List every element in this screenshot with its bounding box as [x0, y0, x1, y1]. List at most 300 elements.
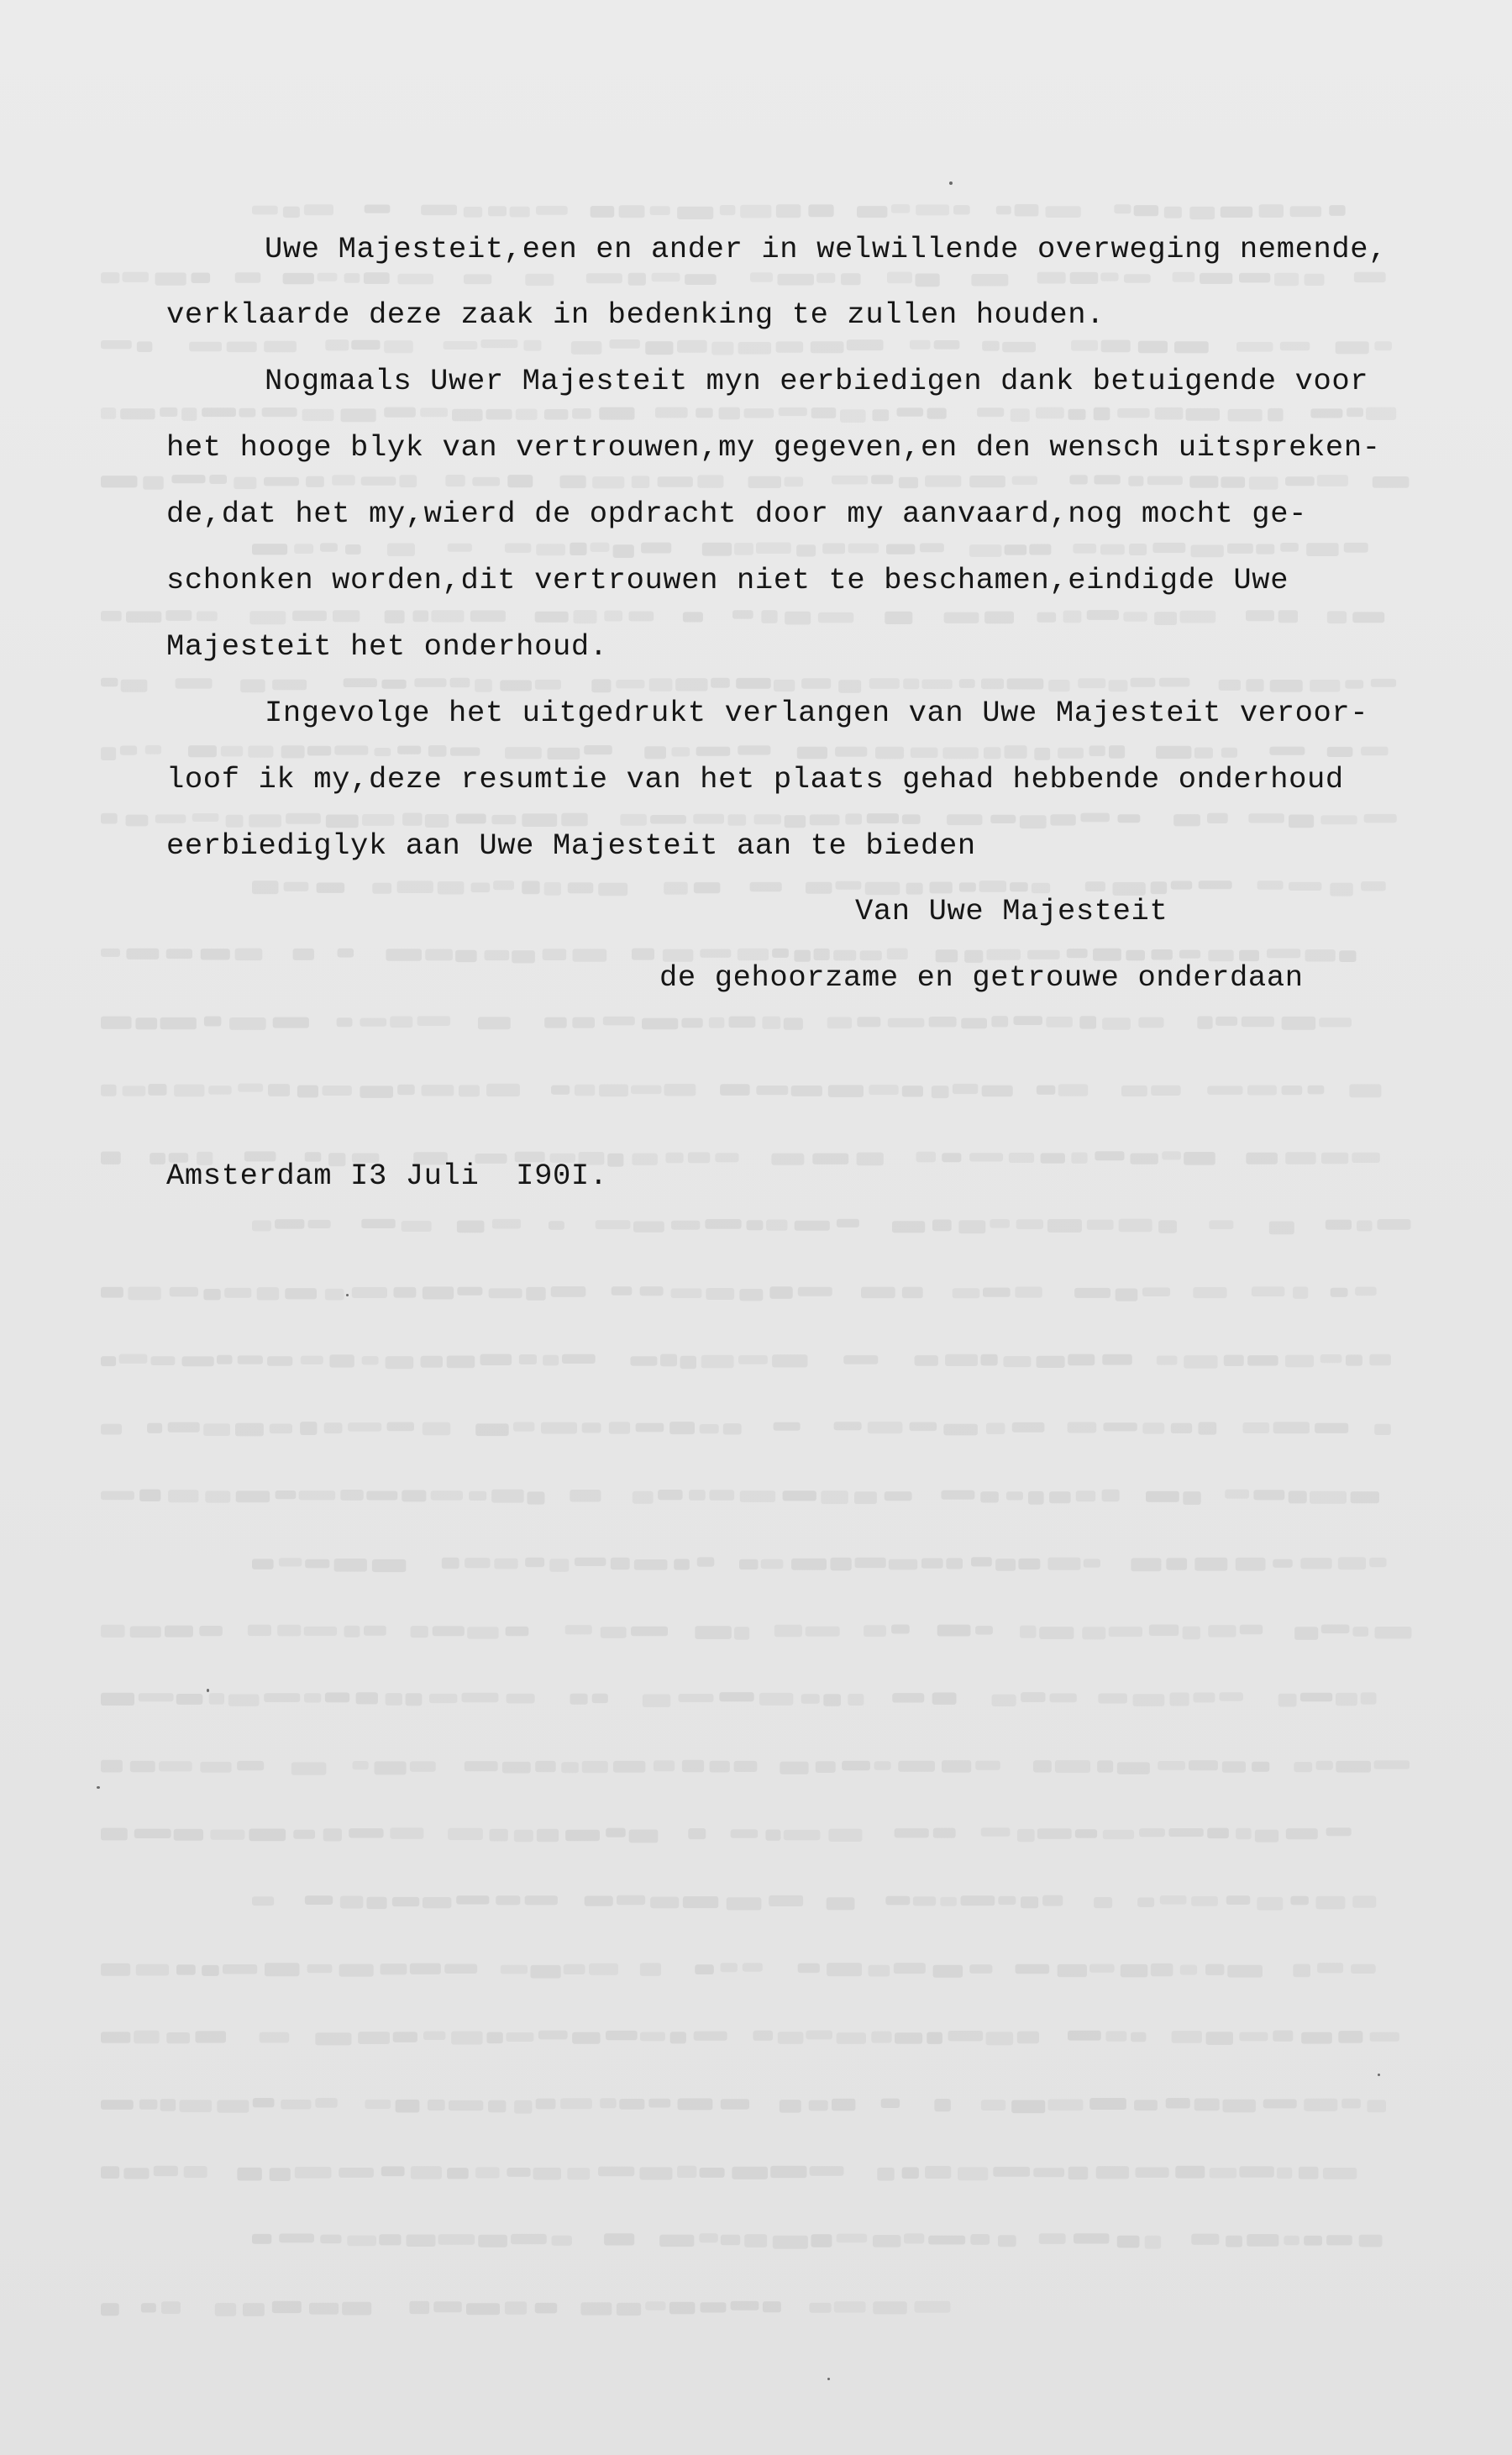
bleed-through-mark	[101, 1963, 130, 1976]
bleed-through-mark	[925, 476, 961, 487]
bleed-through-mark	[776, 204, 801, 218]
bleed-through-mark	[1151, 881, 1167, 894]
bleed-through-mark	[1029, 544, 1051, 555]
bleed-through-mark	[759, 1693, 793, 1706]
bleed-through-mark	[392, 1897, 419, 1906]
bleed-through-mark	[958, 2167, 988, 2180]
bleed-through-mark	[544, 882, 561, 896]
bleed-through-mark	[1378, 1219, 1411, 1230]
bleed-through-mark	[1166, 1558, 1187, 1570]
bleed-through-mark	[1207, 1086, 1242, 1095]
bleed-through-mark	[493, 881, 514, 890]
bleed-through-mark	[916, 204, 949, 215]
bleed-through-mark	[292, 611, 327, 621]
bleed-through-mark	[1193, 1287, 1226, 1298]
bleed-through-mark	[496, 1895, 520, 1905]
bleed-through-mark	[1103, 1830, 1134, 1839]
bleed-through-mark	[891, 1625, 910, 1634]
bleed-through-mark	[344, 1626, 360, 1638]
bleed-through-mark	[991, 1016, 1008, 1027]
bleed-through-mark	[642, 1018, 678, 1030]
bleed-through-mark	[286, 813, 321, 824]
bleed-through-mark	[510, 207, 530, 218]
bleed-through-mark	[873, 2235, 900, 2247]
bleed-through-mark	[249, 814, 281, 827]
bleed-through-mark	[780, 1762, 808, 1774]
bleed-through-mark	[932, 1086, 949, 1098]
bleed-through-mark	[1156, 746, 1191, 759]
bleed-through-mark	[774, 1625, 802, 1638]
bleed-through-mark	[877, 2168, 895, 2181]
bleed-through-mark	[785, 815, 806, 828]
bleed-through-mark	[845, 813, 862, 824]
bleed-through-mark	[655, 407, 688, 418]
bleed-through-mark	[582, 1422, 601, 1433]
bleed-through-mark	[801, 1694, 820, 1703]
bleed-through-mark	[201, 949, 230, 959]
bleed-through-mark	[465, 1558, 490, 1568]
bleed-through-mark	[407, 2235, 436, 2247]
bleed-through-mark	[379, 2234, 401, 2245]
bleed-through-mark	[641, 543, 671, 554]
bleed-through-mark	[632, 949, 654, 960]
bleed-through-mark	[238, 1355, 263, 1364]
bleed-through-mark	[599, 407, 634, 420]
bleed-through-mark	[689, 1490, 706, 1501]
bleed-through-mark	[238, 1084, 263, 1092]
bleed-through-mark	[1194, 1558, 1227, 1571]
bleed-through-mark	[423, 1897, 451, 1908]
bleed-through-mark	[1351, 1964, 1376, 1974]
bleed-through-mark	[421, 1356, 443, 1368]
bleed-through-mark	[101, 1017, 132, 1029]
bleed-through-mark	[682, 1760, 704, 1773]
bleed-through-mark	[1224, 1355, 1244, 1366]
bleed-through-mark	[307, 1964, 333, 1973]
bleed-through-mark	[1294, 1627, 1318, 1640]
bleed-through-mark	[386, 1693, 402, 1706]
bleed-through-mark	[429, 1694, 457, 1703]
bleed-through-mark	[1089, 2098, 1126, 2110]
bleed-through-mark	[466, 2303, 500, 2315]
bleed-through-mark	[705, 1219, 741, 1229]
bleed-through-mark	[514, 1830, 533, 1842]
bleed-through-mark	[325, 339, 349, 350]
bleed-through-mark	[1175, 2166, 1205, 2179]
bleed-through-mark	[541, 1422, 577, 1434]
bleed-through-mark	[898, 1761, 935, 1772]
bleed-through-mark	[1369, 1558, 1386, 1567]
bleed-through-mark	[305, 1559, 329, 1569]
bleed-through-mark	[1046, 206, 1081, 218]
bleed-through-mark	[753, 2031, 774, 2041]
bleed-through-mark	[199, 1626, 222, 1636]
bleed-through-mark	[604, 611, 622, 622]
bleed-through-mark	[1158, 1220, 1177, 1233]
bleed-through-mark	[1321, 1153, 1348, 1164]
bleed-through-mark	[1033, 1760, 1052, 1772]
bleed-through-mark	[543, 1355, 559, 1366]
bleed-through-mark	[1321, 1625, 1350, 1634]
bleed-through-mark	[697, 1557, 715, 1566]
bleed-through-mark	[809, 2100, 828, 2111]
bleed-through-mark	[1018, 1559, 1040, 1569]
bleed-through-mark	[1352, 1895, 1376, 1907]
bleed-through-mark	[248, 746, 273, 758]
paper-speck	[346, 1294, 349, 1296]
bleed-through-mark	[664, 882, 688, 895]
bleed-through-mark	[421, 205, 457, 216]
bleed-through-mark	[993, 2167, 1030, 2177]
bleed-through-mark	[302, 409, 334, 421]
bleed-through-mark	[652, 273, 680, 282]
bleed-through-mark	[1226, 1895, 1251, 1905]
bleed-through-mark	[904, 2233, 924, 2243]
bleed-through-mark	[937, 1625, 971, 1637]
bleed-through-mark	[969, 1153, 1003, 1161]
bleed-through-mark	[1085, 881, 1105, 891]
letter-line-8: Ingevolge het uitgedrukt verlangen van Uwe Majesteit veroor-	[265, 696, 1369, 730]
bleed-through-mark	[1159, 678, 1190, 687]
bleed-through-mark	[921, 680, 952, 690]
bleed-through-mark	[837, 2032, 866, 2044]
bleed-through-mark	[990, 815, 1016, 823]
bleed-through-mark	[1171, 881, 1192, 890]
bleed-through-mark	[864, 1625, 886, 1637]
bleed-through-mark	[1191, 1896, 1218, 1906]
bleed-through-mark	[423, 2032, 445, 2040]
bleed-through-mark	[1359, 2235, 1383, 2247]
bleed-through-mark	[349, 1828, 383, 1837]
bleed-through-mark	[671, 1288, 702, 1298]
bleed-through-mark	[522, 813, 557, 827]
bleed-through-mark	[1346, 1354, 1362, 1365]
bleed-through-mark	[982, 341, 1000, 351]
bleed-through-mark	[720, 205, 736, 215]
bleed-through-mark	[397, 1085, 415, 1095]
bleed-through-mark	[252, 1559, 274, 1569]
bleed-through-mark	[747, 1220, 764, 1230]
bleed-through-mark	[306, 476, 324, 487]
bleed-through-mark	[857, 1017, 880, 1027]
bleed-through-mark	[596, 1220, 631, 1229]
bleed-through-mark	[983, 1288, 1011, 1297]
bleed-through-mark	[237, 1761, 264, 1770]
bleed-through-mark	[200, 1762, 231, 1773]
bleed-through-mark	[543, 949, 567, 960]
bleed-through-mark	[1158, 1761, 1185, 1770]
bleed-through-mark	[701, 2302, 727, 2312]
bleed-through-mark	[252, 206, 278, 215]
bleed-through-mark	[536, 544, 565, 555]
bleed-through-mark	[448, 544, 472, 552]
bleed-through-mark	[1189, 476, 1218, 487]
bleed-through-mark	[283, 207, 300, 218]
bleed-through-mark	[1102, 1354, 1131, 1365]
bleed-through-mark	[428, 745, 447, 757]
bleed-through-mark	[840, 409, 865, 423]
bleed-through-mark	[301, 1356, 323, 1364]
bleed-through-mark	[700, 2168, 725, 2178]
bleed-through-mark	[932, 1693, 957, 1705]
bleed-through-mark	[706, 1288, 734, 1300]
bleed-through-mark	[339, 2168, 374, 2178]
bleed-through-mark	[208, 1086, 232, 1095]
bleed-through-mark	[386, 1356, 413, 1369]
bleed-through-mark	[101, 1760, 123, 1773]
bleed-through-mark	[101, 2303, 119, 2316]
bleed-through-mark	[445, 475, 465, 486]
bleed-through-mark	[586, 273, 622, 283]
bleed-through-mark	[685, 274, 717, 285]
bleed-through-mark	[101, 1693, 134, 1706]
bleed-through-mark	[1017, 2032, 1039, 2044]
bleed-through-mark	[1253, 1490, 1284, 1500]
bleed-through-mark	[525, 1895, 558, 1905]
bleed-through-mark	[204, 1017, 222, 1027]
paper-speck	[949, 181, 953, 185]
bleed-through-mark	[810, 2166, 844, 2176]
bleed-through-mark	[1208, 1625, 1236, 1637]
bleed-through-mark	[478, 2235, 507, 2247]
bleed-through-mark	[447, 1356, 475, 1369]
bleed-through-mark	[320, 2235, 341, 2243]
bleed-through-mark	[423, 1422, 450, 1436]
bleed-through-mark	[658, 1490, 683, 1500]
bleed-through-mark	[480, 339, 517, 348]
bleed-through-mark	[710, 1761, 730, 1773]
bleed-through-mark	[888, 1018, 925, 1028]
bleed-through-mark	[1104, 1422, 1137, 1431]
bleed-through-mark	[268, 1084, 290, 1096]
bleed-through-mark	[360, 1086, 393, 1098]
bleed-through-mark	[1116, 1289, 1138, 1301]
bleed-through-mark	[1317, 1963, 1343, 1973]
bleed-through-mark	[1326, 1827, 1352, 1836]
bleed-through-mark	[1247, 1086, 1277, 1096]
letter-line-9: loof ik my,deze resumtie van het plaats gehad hebbende onderhoud	[166, 762, 1344, 796]
bleed-through-mark	[873, 409, 890, 421]
bleed-through-mark	[808, 204, 833, 217]
bleed-through-mark	[995, 1559, 1016, 1571]
bleed-through-mark	[229, 1017, 266, 1030]
bleed-through-mark	[1016, 1964, 1050, 1974]
bleed-through-mark	[475, 679, 492, 692]
bleed-through-mark	[236, 1490, 270, 1502]
bleed-through-mark	[339, 1964, 374, 1977]
bleed-through-mark	[892, 1693, 924, 1702]
bleed-through-mark	[977, 407, 1004, 417]
bleed-through-mark	[1007, 678, 1044, 689]
bleed-through-mark	[585, 1896, 613, 1906]
bleed-through-mark	[827, 1963, 862, 1976]
bleed-through-mark	[1221, 476, 1245, 487]
bleed-through-mark	[916, 274, 940, 287]
bleed-through-mark	[1087, 1220, 1114, 1230]
bleed-through-mark	[139, 1693, 174, 1701]
bleed-through-mark	[613, 1761, 645, 1773]
bleed-through-mark	[344, 273, 360, 283]
bleed-through-mark	[397, 274, 433, 285]
bleed-through-mark	[677, 207, 713, 219]
bleed-through-mark	[197, 612, 218, 622]
bleed-through-mark	[1005, 544, 1027, 555]
bleed-through-mark	[731, 2301, 759, 2310]
bleed-through-mark	[361, 1219, 396, 1228]
bleed-through-mark	[265, 1963, 299, 1976]
bleed-through-mark	[821, 1490, 848, 1504]
bleed-through-mark	[180, 2100, 213, 2112]
bleed-through-mark	[660, 1354, 677, 1367]
bleed-through-mark	[1149, 1625, 1179, 1637]
bleed-through-mark	[780, 2100, 801, 2113]
bleed-through-mark	[559, 476, 585, 488]
bleed-through-mark	[522, 881, 539, 895]
bleed-through-mark	[1183, 1627, 1200, 1640]
bleed-through-mark	[1199, 1422, 1217, 1435]
bleed-through-mark	[697, 475, 723, 487]
bleed-through-mark	[953, 1084, 978, 1094]
bleed-through-mark	[617, 1895, 645, 1906]
bleed-through-mark	[224, 1288, 251, 1298]
bleed-through-mark	[402, 1490, 426, 1502]
bleed-through-mark	[166, 2032, 190, 2043]
bleed-through-mark	[304, 1693, 321, 1702]
bleed-through-mark	[869, 678, 900, 689]
bleed-through-mark	[683, 1896, 718, 1908]
bleed-through-mark	[519, 1354, 537, 1364]
bleed-through-mark	[338, 949, 354, 958]
bleed-through-mark	[1172, 2031, 1202, 2043]
bleed-through-mark	[1126, 950, 1145, 961]
bleed-through-mark	[1289, 882, 1321, 891]
bleed-through-mark	[1209, 1220, 1233, 1229]
bleed-through-mark	[932, 1220, 952, 1232]
bleed-through-mark	[902, 814, 921, 824]
bleed-through-mark	[1278, 1694, 1297, 1707]
bleed-through-mark	[631, 1356, 658, 1365]
bleed-through-mark	[1243, 1422, 1270, 1433]
bleed-through-mark	[1252, 1286, 1285, 1296]
bleed-through-mark	[837, 2234, 867, 2242]
bleed-through-mark	[1191, 545, 1224, 558]
bleed-through-mark	[536, 206, 568, 215]
bleed-through-mark	[1206, 2032, 1233, 2045]
bleed-through-mark	[221, 746, 243, 757]
bleed-through-mark	[650, 206, 670, 215]
bleed-through-mark	[797, 747, 827, 760]
bleed-through-mark	[1027, 950, 1060, 959]
bleed-through-mark	[486, 1084, 520, 1096]
bleed-through-mark	[394, 1287, 417, 1298]
bleed-through-mark	[561, 813, 587, 827]
bleed-through-mark	[1317, 475, 1348, 486]
place-and-date: Amsterdam I3 Juli I90I.	[166, 1159, 608, 1193]
bleed-through-mark	[715, 1153, 738, 1162]
bleed-through-mark	[126, 612, 161, 623]
bleed-through-mark	[457, 1221, 485, 1233]
bleed-through-mark	[591, 543, 610, 552]
bleed-through-mark	[827, 1897, 855, 1910]
bleed-through-mark	[196, 2031, 227, 2042]
bleed-through-mark	[934, 2099, 951, 2111]
bleed-through-mark	[885, 1491, 912, 1501]
bleed-through-mark	[1058, 1964, 1087, 1977]
bleed-through-mark	[1171, 1423, 1192, 1433]
bleed-through-mark	[1320, 1354, 1342, 1363]
bleed-through-mark	[699, 2233, 717, 2242]
bleed-through-mark	[217, 1355, 233, 1364]
bleed-through-mark	[248, 1625, 271, 1636]
bleed-through-mark	[217, 2100, 249, 2113]
bleed-through-mark	[981, 1354, 998, 1366]
bleed-through-mark	[573, 949, 607, 961]
bleed-through-mark	[438, 881, 465, 895]
bleed-through-mark	[1330, 883, 1352, 896]
bleed-through-mark	[160, 1017, 197, 1029]
bleed-through-mark	[494, 1559, 517, 1569]
bleed-through-mark	[874, 1761, 891, 1770]
bleed-through-mark	[665, 1153, 683, 1164]
bleed-through-mark	[671, 747, 690, 756]
bleed-through-mark	[281, 2100, 311, 2110]
bleed-through-mark	[507, 475, 533, 487]
bleed-through-mark	[1152, 949, 1173, 960]
bleed-through-mark	[1128, 476, 1143, 486]
bleed-through-mark	[1047, 2100, 1083, 2111]
bleed-through-mark	[772, 949, 789, 958]
bleed-through-mark	[353, 1761, 369, 1769]
bleed-through-mark	[464, 207, 482, 218]
letter-line-7: Majesteit het onderhoud.	[166, 629, 608, 664]
bleed-through-mark	[1269, 747, 1305, 755]
bleed-through-mark	[325, 1289, 344, 1301]
bleed-through-mark	[1289, 815, 1314, 828]
bleed-through-mark	[1278, 610, 1298, 623]
bleed-through-mark	[1002, 342, 1036, 352]
bleed-through-mark	[933, 1965, 963, 1978]
bleed-through-mark	[1284, 2236, 1299, 2245]
bleed-through-mark	[842, 1761, 870, 1771]
bleed-through-mark	[915, 2301, 951, 2313]
bleed-through-mark	[448, 1828, 483, 1840]
bleed-through-mark	[1166, 2098, 1190, 2109]
bleed-through-mark	[1300, 1558, 1331, 1569]
bleed-through-mark	[1263, 2099, 1297, 2108]
bleed-through-mark	[738, 1355, 768, 1364]
bleed-through-mark	[728, 814, 747, 826]
bleed-through-mark	[1338, 2031, 1362, 2043]
bleed-through-mark	[166, 949, 192, 959]
bleed-through-mark	[393, 2032, 417, 2042]
bleed-through-mark	[1020, 815, 1047, 828]
bleed-through-mark	[1154, 612, 1177, 625]
bleed-through-mark	[589, 1963, 618, 1975]
bleed-through-mark	[568, 882, 594, 893]
bleed-through-mark	[946, 1558, 963, 1569]
bleed-through-mark	[1134, 2100, 1158, 2111]
bleed-through-mark	[502, 1762, 531, 1774]
bleed-through-mark	[857, 1153, 884, 1166]
bleed-through-mark	[1094, 407, 1110, 421]
bleed-through-mark	[101, 2032, 130, 2042]
bleed-through-mark	[1354, 272, 1386, 282]
bleed-through-mark	[921, 1559, 943, 1569]
bleed-through-mark	[738, 745, 770, 754]
bleed-through-mark	[1290, 206, 1322, 217]
bleed-through-mark	[1256, 544, 1274, 555]
bleed-through-mark	[323, 1828, 342, 1841]
